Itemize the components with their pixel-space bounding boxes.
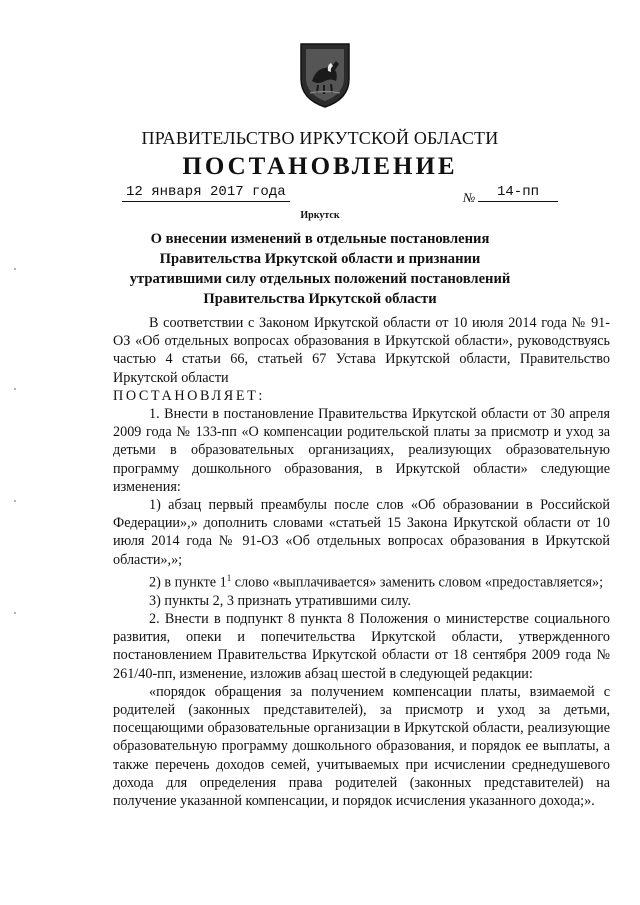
coat-of-arms-icon <box>298 41 352 109</box>
resolves-word: ПОСТАНОВЛЯЕТ: <box>113 387 265 404</box>
quoted-paragraph: «порядок обращения за получением компенсации платы, взимаемой с родителей (законных представителей), за присмотр и уход за детьми, посещающими образовательные организации в Иркутской области, реализующие образовательную программу дошкольного образования, и порядок ее выплаты, а также перечень доходов семей, учитываемых при исчислении среднедушевого дохода для определения права родителей (законных представителей) на получение указанной компенсации, и порядок исчисления указанного дохода;». <box>113 683 610 810</box>
item-1-subitem-2 <box>113 569 610 592</box>
document-date: 12 января 2017 года <box>122 184 290 202</box>
intro-paragraph: В соответствии с Законом Иркутской области от 10 июля 2014 года № 91-ОЗ «Об отдельных вопросах образования в Иркутской области», руководствуясь частью 4 статьи 66, статьей 67 Устава Иркутской области, Правительство Иркутской области <box>113 315 610 386</box>
document-body <box>113 314 610 810</box>
government-title: ПРАВИТЕЛЬСТВО ИРКУТСКОЙ ОБЛАСТИ <box>141 128 499 148</box>
item-1-subitem-3: 3) пункты 2, 3 признать утратившими силу. <box>149 592 411 609</box>
city-name: Иркутск <box>300 210 340 221</box>
document-number: 14-пп <box>478 184 558 202</box>
item-1-subitem-2-end: слово «выплачивается» заменить словом «предоставляется»; <box>231 574 604 591</box>
item-1-subitem-1: 1) абзац первый преамбулы после слов «Об образовании в Российской Федерации»,» дополнить словами «статьей 15 Закона Иркутской области от 10 июля 2014 года № 91-ОЗ «Об отдельных вопросах образования в Иркутской области»,»; <box>113 497 610 568</box>
item-2: 2. Внести в подпункт 8 пункта 8 Положения о министерстве социального развития, опеки и попечительства Иркутской области, утвержденного постановлением Правительства Иркутской области от 18 сентября 2009 года № 261/40-пп, изменение, изложив абзац шестой в следующей редакции: <box>113 610 610 682</box>
scan-speck <box>14 612 16 614</box>
scan-speck <box>14 500 16 502</box>
document-type-heading: ПОСТАНОВЛЕНИЕ <box>182 153 458 180</box>
document-subject: О внесении изменений в отдельные постановления Правительства Иркутской области и признании утратившими силу отдельных положений постановлений Правительства Иркутской области <box>129 231 511 307</box>
item-1: 1. Внести в постановление Правительства Иркутской области от 30 апреля 2009 года № 133-пп «О компенсации родительской платы за присмотр и уход за детьми в образовательных организациях, реализующих образовательную программу дошкольного образования, в Иркутской области» следующие изменения: <box>113 406 610 495</box>
scan-speck <box>14 388 16 390</box>
item-1-subitem-2-start: 2) в пункте 1 <box>149 574 227 591</box>
scan-speck <box>14 268 16 270</box>
superscript-number: 1 <box>226 572 232 583</box>
number-sign: № <box>463 190 476 205</box>
